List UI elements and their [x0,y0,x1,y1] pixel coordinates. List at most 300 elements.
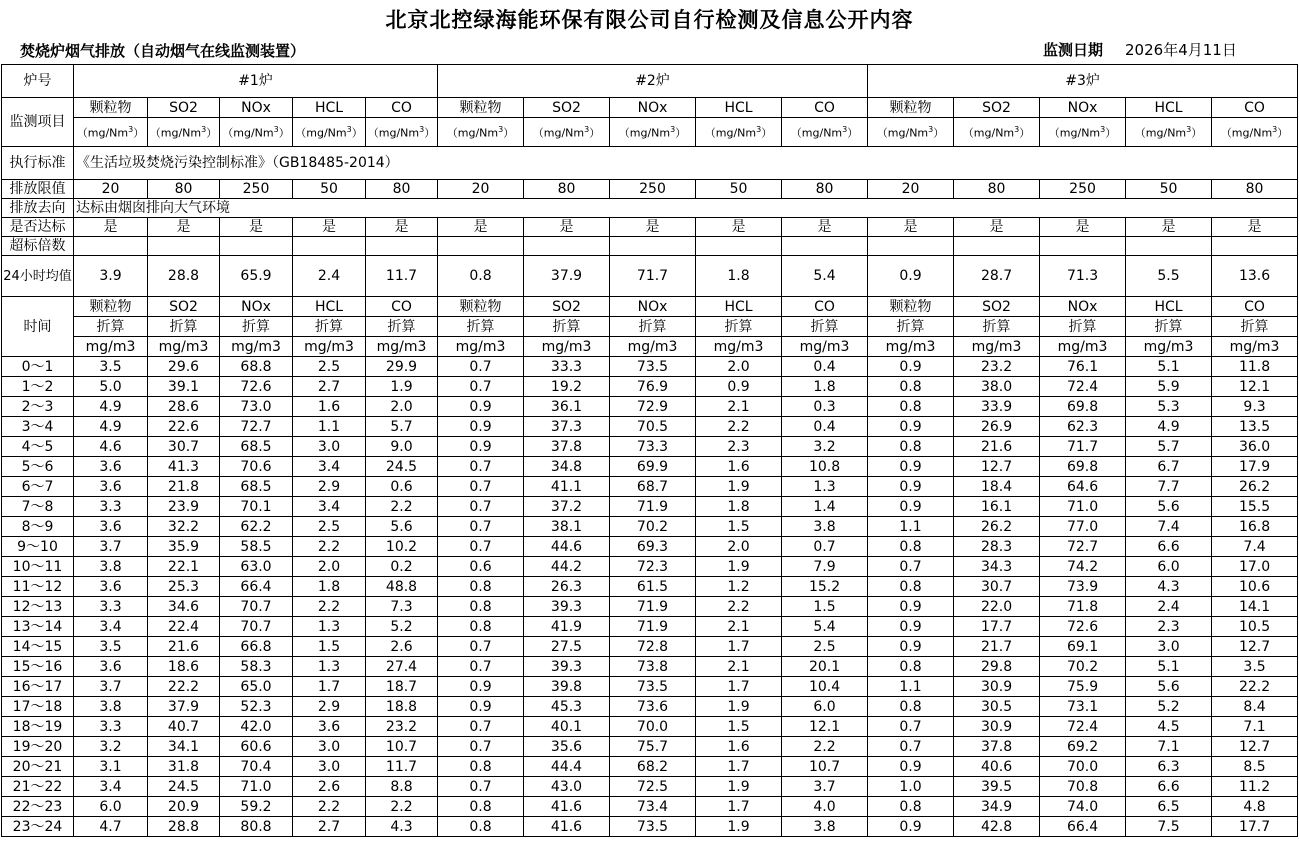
page-title: 北京北控绿海能环保有限公司自行检测及信息公开内容 [385,8,914,32]
hour-value: 3.6 [74,657,148,677]
sub-item-header: CO [1212,297,1298,317]
hour-value: 68.7 [610,477,696,497]
hour-value: 7.3 [366,597,438,617]
hour-value: 0.9 [868,597,954,617]
compliant-value: 是 [954,218,1040,237]
hour-row [2,797,1298,817]
limit-value: 80 [782,180,868,199]
hour-value: 72.7 [1040,537,1126,557]
sub-unit: mg/m3 [1126,337,1212,357]
hour-value: 6.5 [1126,797,1212,817]
item-header: SO2 [148,98,220,118]
sub-item-header: HCL [293,297,366,317]
hour-value: 73.9 [1040,577,1126,597]
hour-row [2,637,1298,657]
hour-value: 0.7 [438,537,524,557]
hour-row [2,677,1298,697]
sub-unit: mg/m3 [954,337,1040,357]
average-label: 24小时均值 [2,256,74,297]
hour-row [2,817,1298,837]
unit-exp: 3 [1014,125,1020,135]
hour-value: 21.8 [148,477,220,497]
hour-value: 58.5 [220,537,293,557]
hour-value: 39.8 [524,677,610,697]
hour-value: 2.2 [696,417,782,437]
hour-value: 5.4 [782,617,868,637]
hour-value: 70.4 [220,757,293,777]
hour-value: 17.0 [1212,557,1298,577]
hour-value: 71.9 [610,617,696,637]
unit-suffix: ） [206,126,218,140]
hour-value: 69.2 [1040,737,1126,757]
unit-cell [1040,118,1126,147]
hour-value: 3.6 [74,577,148,597]
hour-value: 70.0 [610,717,696,737]
hour-value: 34.3 [954,557,1040,577]
hour-value: 71.0 [1040,497,1126,517]
hour-value: 5.3 [1126,397,1212,417]
hour-label: 20～21 [2,757,74,777]
item-header: SO2 [954,98,1040,118]
hour-value: 29.6 [148,357,220,377]
hour-value: 39.3 [524,657,610,677]
hour-value: 0.7 [438,457,524,477]
hour-value: 61.5 [610,577,696,597]
hour-value: 34.6 [148,597,220,617]
sub-unit: mg/m3 [1212,337,1298,357]
hour-value: 0.7 [438,737,524,757]
exceed-value [610,237,696,256]
compliant-value: 是 [1212,218,1298,237]
hour-value: 1.9 [696,477,782,497]
hour-label: 4～5 [2,437,74,457]
hour-value: 5.7 [366,417,438,437]
unit-exp: 3 [1186,125,1192,135]
hour-label: 7～8 [2,497,74,517]
hour-value: 41.3 [148,457,220,477]
unit-prefix: （mg/Nm [76,126,129,140]
hour-value: 0.9 [868,357,954,377]
hour-value: 70.7 [220,617,293,637]
hour-value: 70.2 [1040,657,1126,677]
hour-row [2,757,1298,777]
hour-value: 73.5 [610,817,696,837]
hour-value: 10.6 [1212,577,1298,597]
sub-item-header: SO2 [148,297,220,317]
standard-row [2,147,1298,180]
hour-value: 20.9 [148,797,220,817]
hour-value: 34.8 [524,457,610,477]
hour-value: 68.2 [610,757,696,777]
sub-unit: mg/m3 [696,337,782,357]
hour-value: 0.6 [438,557,524,577]
hour-label: 16～17 [2,677,74,697]
compliant-value: 是 [220,218,293,237]
hour-value: 2.0 [696,357,782,377]
unit-prefix: （mg/Nm [704,126,757,140]
hour-value: 71.0 [220,777,293,797]
unit-suffix: ） [1105,126,1117,140]
compliant-value: 是 [366,218,438,237]
hour-value: 0.8 [438,797,524,817]
hour-value: 4.7 [74,817,148,837]
hour-value: 37.8 [954,737,1040,757]
hour-value: 72.3 [610,557,696,577]
hour-value: 2.1 [696,397,782,417]
unit-cell [366,118,438,147]
hour-value: 3.2 [74,737,148,757]
unit-prefix: （mg/Nm [1134,126,1187,140]
hour-value: 2.2 [293,597,366,617]
hour-value: 71.9 [610,497,696,517]
sub-item-header: NOx [220,297,293,317]
hour-row [2,537,1298,557]
hour-value: 0.7 [438,517,524,537]
hour-value: 39.3 [524,597,610,617]
unit-cell [438,118,524,147]
hour-value: 44.4 [524,757,610,777]
sub-caption: 折算 [1040,317,1126,337]
hour-label: 17～18 [2,697,74,717]
hour-value: 27.5 [524,637,610,657]
hour-value: 37.8 [524,437,610,457]
hour-value: 28.6 [148,397,220,417]
hour-value: 0.7 [782,537,868,557]
limit-value: 250 [1040,180,1126,199]
hour-value: 0.9 [868,757,954,777]
average-value: 13.6 [1212,256,1298,297]
hour-value: 1.3 [293,617,366,637]
hour-value: 27.4 [366,657,438,677]
hour-value: 3.5 [1212,657,1298,677]
hour-value: 30.5 [954,697,1040,717]
hour-value: 25.3 [148,577,220,597]
hour-value: 12.7 [1212,637,1298,657]
unit-exp: 3 [346,125,352,135]
unit-exp: 3 [670,125,676,135]
hour-value: 39.1 [148,377,220,397]
hour-value: 0.9 [868,637,954,657]
hour-value: 0.7 [438,497,524,517]
hour-value: 3.6 [74,477,148,497]
limit-value: 80 [954,180,1040,199]
unit-prefix: （mg/Nm [295,126,347,140]
sub-item-header: SO2 [524,297,610,317]
compliant-value: 是 [1040,218,1126,237]
unit-exp: 3 [1100,125,1106,135]
hour-value: 0.7 [438,477,524,497]
hour-value: 2.5 [782,637,868,657]
hour-value: 70.8 [1040,777,1126,797]
sub-unit: mg/m3 [1040,337,1126,357]
hour-row [2,417,1298,437]
exceed-value [74,237,148,256]
hour-value: 1.1 [868,517,954,537]
hour-value: 0.7 [868,737,954,757]
hour-value: 0.9 [868,457,954,477]
sub-caption: 折算 [366,317,438,337]
hour-value: 41.1 [524,477,610,497]
unit-exp: 3 [201,125,207,135]
unit-cell [782,118,868,147]
unit-suffix: ） [133,126,145,140]
hour-value: 2.0 [696,537,782,557]
hour-value: 3.6 [74,517,148,537]
hour-value: 6.6 [1126,777,1212,797]
sub-unit: mg/m3 [366,337,438,357]
sub-item-header: HCL [1126,297,1212,317]
hour-value: 10.7 [782,757,868,777]
unit-prefix: （mg/Nm [1048,126,1101,140]
hour-value: 2.2 [366,497,438,517]
hour-row [2,397,1298,417]
unit-suffix: ） [933,126,945,140]
hour-value: 18.8 [366,697,438,717]
hour-value: 77.0 [1040,517,1126,537]
hour-value: 40.6 [954,757,1040,777]
furnace-3-header: #3炉 [868,65,1298,98]
hour-value: 0.9 [868,817,954,837]
hour-value: 2.1 [696,657,782,677]
hour-value: 35.6 [524,737,610,757]
compliant-value: 是 [148,218,220,237]
average-value: 65.9 [220,256,293,297]
sub-item-header: 颗粒物 [74,297,148,317]
hour-value: 3.0 [1126,637,1212,657]
hour-label: 23～24 [2,817,74,837]
hour-value: 64.6 [1040,477,1126,497]
sub-item-header: CO [366,297,438,317]
item-header: 颗粒物 [74,98,148,118]
hour-value: 2.4 [1126,597,1212,617]
furnace-label: 炉号 [2,65,74,98]
compliant-value: 是 [293,218,366,237]
hour-value: 22.1 [148,557,220,577]
hour-value: 2.2 [696,597,782,617]
hour-value: 1.3 [293,657,366,677]
hour-value: 3.4 [293,457,366,477]
sub-unit: mg/m3 [868,337,954,357]
hour-label: 1～2 [2,377,74,397]
hour-value: 12.7 [954,457,1040,477]
hour-value: 23.2 [954,357,1040,377]
hour-value: 1.5 [696,517,782,537]
sub-caption: 折算 [610,317,696,337]
hour-value: 76.1 [1040,357,1126,377]
unit-prefix: （mg/Nm [1220,126,1273,140]
hour-value: 5.6 [366,517,438,537]
hour-value: 3.7 [74,677,148,697]
compliant-row [2,218,1298,237]
hour-value: 72.7 [220,417,293,437]
furnace-header-row [2,65,1298,98]
hour-value: 38.1 [524,517,610,537]
limit-value: 50 [293,180,366,199]
date-label: 监测日期 [1043,41,1104,59]
hour-value: 3.0 [293,757,366,777]
date-value: 2026年4月11日 [1125,41,1237,59]
hour-value: 1.1 [868,677,954,697]
exceed-value [954,237,1040,256]
hour-value: 0.3 [782,397,868,417]
item-header: CO [366,98,438,118]
hour-label: 6～7 [2,477,74,497]
hour-value: 1.7 [696,797,782,817]
average-row [2,256,1298,297]
hour-value: 1.4 [782,497,868,517]
destination-row [2,199,1298,218]
exceed-value [366,237,438,256]
hour-value: 0.8 [438,597,524,617]
hour-value: 26.2 [1212,477,1298,497]
hour-value: 66.8 [220,637,293,657]
sub-caption: 折算 [782,317,868,337]
unit-prefix: （mg/Nm [618,126,671,140]
sub-caption-row [2,317,1298,337]
hour-value: 76.9 [610,377,696,397]
hour-value: 40.7 [148,717,220,737]
hour-value: 7.1 [1126,737,1212,757]
hour-label: 12～13 [2,597,74,617]
standard-label: 执行标准 [2,147,74,180]
hour-value: 11.2 [1212,777,1298,797]
hour-value: 0.9 [438,397,524,417]
unit-cell [148,118,220,147]
hour-value: 34.1 [148,737,220,757]
hour-value: 7.4 [1126,517,1212,537]
hour-value: 4.8 [1212,797,1298,817]
hour-value: 23.9 [148,497,220,517]
hour-value: 39.5 [954,777,1040,797]
unit-suffix: ） [503,126,515,140]
sub-item-header: NOx [610,297,696,317]
hour-value: 0.9 [438,417,524,437]
hour-value: 74.0 [1040,797,1126,817]
average-value: 0.8 [438,256,524,297]
hour-value: 35.9 [148,537,220,557]
hour-value: 0.4 [782,417,868,437]
hour-value: 12.1 [1212,377,1298,397]
sub-caption: 折算 [293,317,366,337]
limit-value: 80 [148,180,220,199]
hour-value: 41.6 [524,797,610,817]
hour-value: 29.9 [366,357,438,377]
unit-suffix: ） [675,126,687,140]
sub-item-header: 颗粒物 [438,297,524,317]
hour-value: 5.1 [1126,357,1212,377]
hour-value: 45.3 [524,697,610,717]
hour-label: 15～16 [2,657,74,677]
unit-prefix: （mg/Nm [532,126,585,140]
hour-label: 3～4 [2,417,74,437]
unit-suffix: ） [1277,126,1289,140]
sub-caption: 折算 [220,317,293,337]
hour-value: 0.9 [868,477,954,497]
hour-row [2,357,1298,377]
hour-row [2,557,1298,577]
hour-value: 17.7 [954,617,1040,637]
hour-value: 69.3 [610,537,696,557]
hour-value: 21.7 [954,637,1040,657]
hour-value: 7.4 [1212,537,1298,557]
hour-value: 20.1 [782,657,868,677]
limit-value: 50 [1126,180,1212,199]
hour-value: 22.2 [148,677,220,697]
exceed-value [1040,237,1126,256]
hour-value: 10.4 [782,677,868,697]
hour-value: 1.7 [293,677,366,697]
unit-cell [610,118,696,147]
unit-cell [1212,118,1298,147]
unit-prefix: （mg/Nm [876,126,929,140]
hour-value: 18.4 [954,477,1040,497]
hour-value: 30.7 [148,437,220,457]
limit-value: 80 [1212,180,1298,199]
furnace-1-header: #1炉 [74,65,438,98]
hour-value: 5.6 [1126,677,1212,697]
sub-caption: 折算 [438,317,524,337]
hour-value: 18.6 [148,657,220,677]
limit-label: 排放限值 [2,180,74,199]
sub-unit-row [2,337,1298,357]
hour-value: 42.8 [954,817,1040,837]
hour-value: 7.9 [782,557,868,577]
hour-value: 0.7 [438,657,524,677]
hour-label: 14～15 [2,637,74,657]
unit-suffix: ） [424,126,436,140]
hour-value: 1.6 [696,737,782,757]
hour-value: 0.4 [782,357,868,377]
hour-value: 32.2 [148,517,220,537]
hour-value: 1.8 [696,497,782,517]
unit-prefix: （mg/Nm [962,126,1015,140]
unit-suffix: ） [1019,126,1031,140]
sub-unit: mg/m3 [74,337,148,357]
hour-value: 30.9 [954,717,1040,737]
average-value: 71.3 [1040,256,1126,297]
hour-value: 2.3 [696,437,782,457]
unit-suffix: ） [278,126,290,140]
hour-value: 12.7 [1212,737,1298,757]
hour-value: 17.9 [1212,457,1298,477]
average-value: 5.4 [782,256,868,297]
limit-value: 250 [220,180,293,199]
time-label: 时间 [2,297,74,357]
average-value: 28.7 [954,256,1040,297]
unit-cell [868,118,954,147]
item-header: NOx [1040,98,1126,118]
unit-suffix: ） [351,126,363,140]
hour-value: 15.5 [1212,497,1298,517]
average-value: 5.5 [1126,256,1212,297]
hour-value: 6.0 [74,797,148,817]
hour-value: 2.2 [366,797,438,817]
sub-caption: 折算 [148,317,220,337]
hour-value: 11.8 [1212,357,1298,377]
sub-unit: mg/m3 [220,337,293,357]
hour-value: 69.1 [1040,637,1126,657]
hour-value: 2.2 [782,737,868,757]
unit-cell [524,118,610,147]
hour-value: 37.3 [524,417,610,437]
hour-value: 3.7 [74,537,148,557]
unit-prefix: （mg/Nm [367,126,420,140]
hour-value: 4.5 [1126,717,1212,737]
hour-value: 4.3 [1126,577,1212,597]
hour-value: 3.7 [782,777,868,797]
hour-value: 12.1 [782,717,868,737]
hour-value: 1.1 [293,417,366,437]
